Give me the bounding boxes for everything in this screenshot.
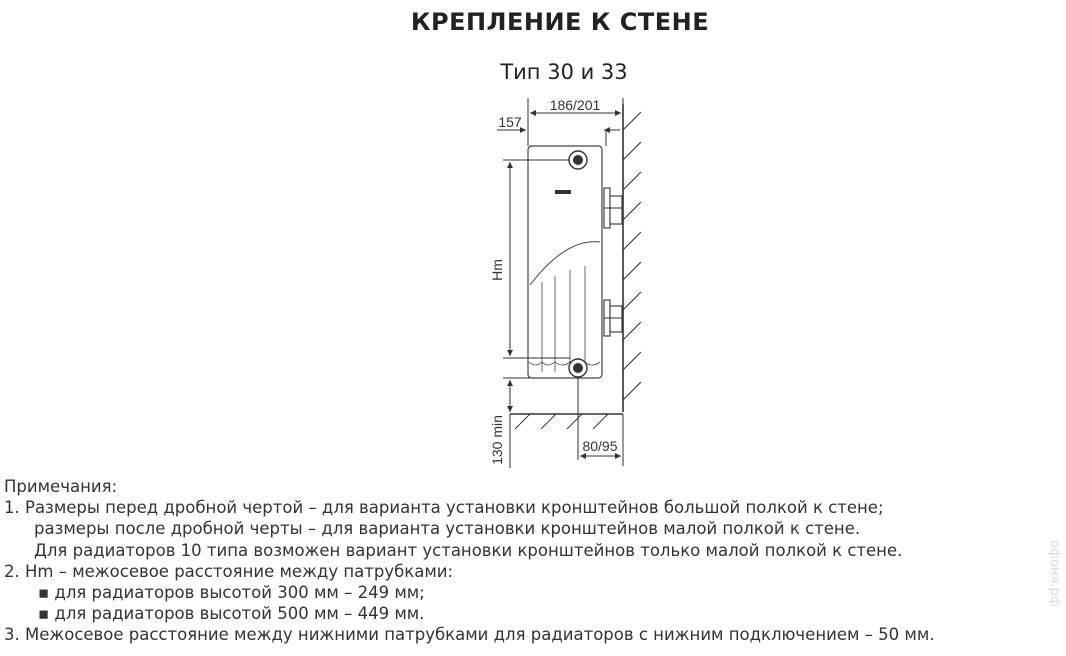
note-2-bullet-1: ▪ для радиаторов высотой 300 мм – 249 мм; bbox=[38, 583, 425, 603]
radiator bbox=[528, 146, 602, 378]
note-3-line-1: 3. Межосевое расстояние между нижними патрубками для радиаторов с нижним подключением – 50 мм. bbox=[4, 625, 935, 645]
dimension-depth-front bbox=[497, 130, 620, 146]
note-1-line-2: размеры после дробной черты – для варианта установки кронштейнов малой полкой к стене. bbox=[34, 519, 861, 539]
watermark: офоня.рф bbox=[1047, 540, 1062, 607]
dimension-floor-clearance-label: 130 min bbox=[489, 415, 505, 465]
top-bracket-icon bbox=[604, 188, 622, 228]
note-2-bullet-2: ▪ для радиаторов высотой 500 мм – 449 мм. bbox=[38, 604, 425, 624]
note-1-line-3: Для радиаторов 10 типа возможен вариант установки кронштейнов только малой полкой к стене. bbox=[34, 540, 903, 560]
dimension-wall-offset-label: 80/95 bbox=[582, 438, 618, 454]
dimension-depth-front-label: 157 bbox=[498, 114, 522, 130]
dimension-floor-clearance bbox=[503, 378, 530, 468]
dimension-depth-total-label: 186/201 bbox=[549, 97, 601, 113]
note-2-line-1: 2. Hm – межосевое расстояние между патрубками: bbox=[4, 561, 454, 581]
floor bbox=[510, 414, 623, 429]
page-title: КРЕПЛЕНИЕ К СТЕНЕ bbox=[410, 8, 710, 36]
wall bbox=[623, 104, 641, 412]
page-subtitle: Тип 30 и 33 bbox=[500, 60, 628, 84]
notes-heading: Примечания: bbox=[4, 477, 118, 496]
note-1-line-1: 1. Размеры перед дробной чертой – для варианта установки кронштейнов большой полкой к стене; bbox=[4, 498, 884, 518]
bottom-bracket-icon bbox=[604, 300, 622, 336]
top-pipe-icon bbox=[569, 151, 587, 169]
dimension-hm-label: Hm bbox=[489, 259, 505, 281]
dimension-hm bbox=[503, 160, 570, 358]
notes-section bbox=[4, 476, 1064, 646]
